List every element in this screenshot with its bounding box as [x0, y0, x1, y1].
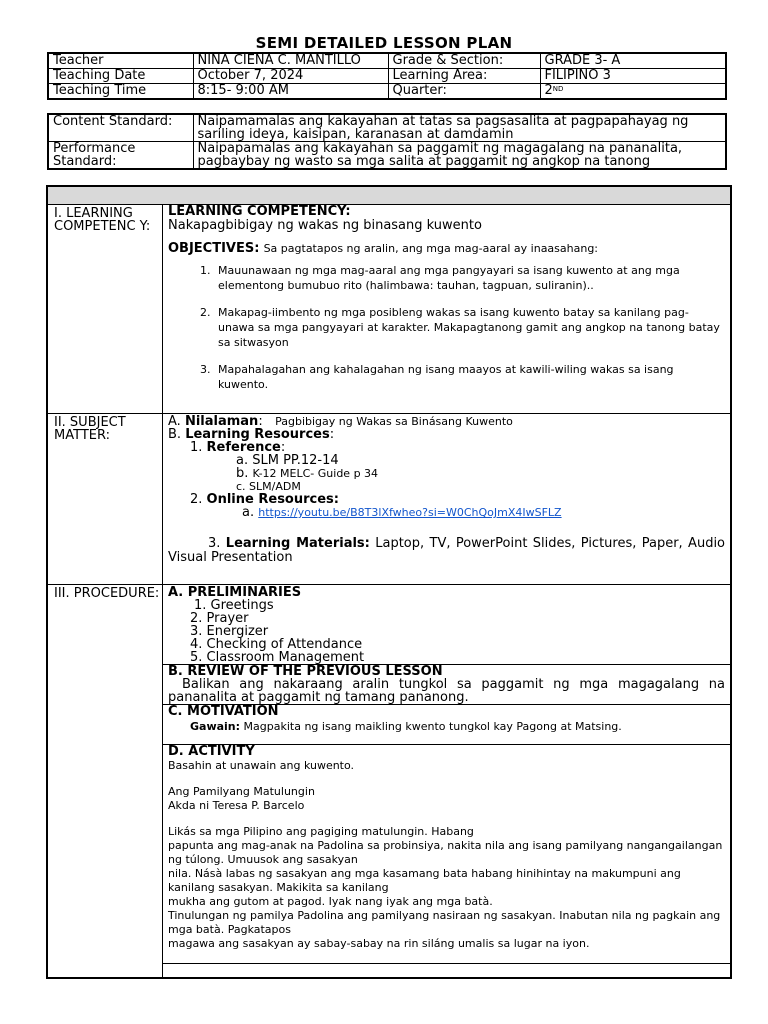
motivation-section — [163, 705, 732, 745]
subject-b-prefix: B. — [168, 427, 182, 442]
preliminaries-heading: A. PRELIMINARIES — [168, 585, 302, 600]
story-paragraph: nila. Násà labas ng sasakyan ang mga kasamang bata habang hinihintay na makumpuni ang kanilang sasakyan. Makikita sa kanilang — [168, 867, 681, 894]
prelim-item: 1. Greetings — [194, 598, 274, 613]
objective-item: 2. Makapag-iimbento ng mga posibleng wakas sa isang kuwento batay sa kanilang pag-unawa sa mga pangyayari at karakter. Makapagtanong gamit ang angkop na tanong batay sa sitwasyon — [214, 305, 725, 350]
nilalaman-label: Nilalaman — [184, 414, 259, 429]
subject-content: A. Nilalaman: Pagbibigay ng Wakas sa Binásang Kuwento B. Learning Resources: 1. Reference: a. SLM PP.12-14 b. K-12 MELC- Guide p 34 c. SLM/ADM 2. Online Resources: a. https://youtu.be/B8T3lXfwheo?si=W0ChQoJmX4IwSFLZ 3. Learning Materials: Laptop, TV, PowerPoint Slides, Pictures, Paper, Audio Visual Presentation — [163, 414, 732, 585]
info-table — [47, 52, 727, 100]
reference-c: c. SLM/ADM — [236, 480, 301, 493]
subject-label: II. SUBJECT MATTER: — [47, 414, 163, 585]
online-resources-prefix: 2. — [190, 492, 203, 507]
teacher-label: Teacher — [48, 53, 193, 69]
story-author: Akda ni Teresa P. Barcelo — [168, 799, 305, 812]
reference-label: Reference — [206, 440, 281, 455]
objectives-label: OBJECTIVES: — [168, 241, 260, 256]
competency-label: I. LEARNING COMPETENC Y: — [47, 205, 163, 414]
review-text: Balikan ang nakaraang aralin tungkol sa paggamit ng mga magagalang na pananalita at paggamit ng tamang pananong. — [168, 677, 725, 705]
learning-resources-label: Learning Resources — [185, 427, 330, 442]
motivation-heading: C. MOTIVATION — [168, 704, 279, 719]
motivation-text: Magpakita ng isang maikling kwento tungkol kay Pagong at Matsing. — [243, 720, 622, 733]
prelim-item: 3. Energizer — [190, 624, 269, 639]
performance-standard-label: Performance Standard: — [48, 142, 193, 170]
story-paragraph: Likás sa mga Pilipino ang pagiging matulungin. Habang — [168, 825, 474, 838]
empty-row — [163, 964, 732, 978]
story-title: Ang Pamilyang Matulungin — [168, 785, 315, 798]
time-label: Teaching Time — [48, 84, 193, 100]
procedure-label: III. PROCEDURE: — [47, 585, 163, 978]
prelim-item: 4. Checking of Attendance — [190, 637, 363, 652]
grade-value: GRADE 3- A — [540, 53, 726, 69]
story-paragraph: mukha ang gutom at pagod. Iyak nang iyak ang mga batà. — [168, 895, 493, 908]
teacher-value: NINA CIENA C. MANTILLO — [193, 53, 388, 69]
competency-content — [163, 205, 732, 414]
objectives-list — [168, 263, 725, 392]
subject-a-prefix: A. — [168, 414, 181, 429]
time-value: 8:15- 9:00 AM — [193, 84, 388, 100]
materials-prefix: 3. — [208, 536, 221, 551]
online-resource-a-prefix: a. — [242, 505, 255, 520]
table-header-bar — [47, 186, 731, 205]
area-label: Learning Area: — [388, 69, 540, 84]
objectives-intro: Sa pagtatapos ng aralin, ang mga mag-aaral ay inaasahang: — [263, 242, 599, 255]
competency-text: Nakapagbibigay ng wakas ng binasang kuwento — [168, 218, 482, 233]
reference-b-prefix: b. — [236, 466, 249, 481]
review-heading: B. REVIEW OF THE PREVIOUS LESSON — [168, 664, 443, 679]
gawain-label: Gawain: — [190, 720, 241, 733]
quarter-number: 2 — [544, 83, 553, 98]
story-paragraph: Tinulungan ng pamilya Padolina ang pamilyang nasiraan ng sasakyan. Inabutan nila ng pagkain ang mga batà. Pagkatapos — [168, 909, 721, 936]
page-title: SEMI DETAILED LESSON PLAN — [255, 34, 513, 52]
reference-b: K-12 MELC- Guide p 34 — [252, 467, 379, 480]
performance-standard-text: Naipapamalas ang kakayahan sa paggamit ng magagalang na pananalita, pagbaybay ng wasto sa mga salita at paggamit ng angkop na tanong — [193, 142, 726, 170]
reference-prefix: 1. — [190, 440, 203, 455]
standards-table — [47, 113, 727, 170]
prelim-item: 5. Classroom Management — [190, 650, 365, 665]
preliminaries-section — [163, 585, 732, 665]
review-section — [163, 665, 732, 705]
nilalaman-text: Pagbibigay ng Wakas sa Binásang Kuwento — [275, 415, 513, 428]
materials-label: Learning Materials: — [225, 536, 370, 551]
materials-text: Laptop, TV, PowerPoint Slides, Pictures, Paper, Audio Visual Presentation — [168, 536, 726, 565]
story-paragraph: papunta ang mag-anak na Padolina sa probinsiya, nakita nila ang isang pamilyang nangangailangan ng túlong. Umuusok ang sasakyan — [168, 839, 723, 866]
youtube-link[interactable]: https://youtu.be/B8T3lXfwheo?si=W0ChQoJmX4IwSFLZ — [258, 506, 562, 519]
activity-intro: Basahin at unawain ang kuwento. — [168, 759, 355, 772]
quarter-value — [540, 84, 726, 100]
area-value: FILIPINO 3 — [540, 69, 726, 84]
date-label: Teaching Date — [48, 69, 193, 84]
content-standard-text: Naipamamalas ang kakayahan at tatas sa pagsasalita at pagpapahayag ng sariling ideya, kaisipan, karanasan at damdamin — [193, 114, 726, 142]
prelim-item: 2. Prayer — [190, 611, 249, 626]
objective-item: 3. Mapahalagahan ang kahalagahan ng isang maayos at kawili-wiling wakas sa isang kuwento. — [214, 362, 725, 392]
quarter-label: Quarter: — [388, 84, 540, 100]
online-resources-label: Online Resources: — [206, 492, 339, 507]
objective-item: 1. Mauunawaan ng mga mag-aaral ang mga pangyayari sa isang kuwento at ang mga elementong bumubuo rito (halimbawa: tauhan, tagpuan, suliranin).. — [214, 263, 725, 293]
quarter-suffix: ND — [552, 85, 564, 93]
grade-label: Grade & Section: — [388, 53, 540, 69]
competency-heading: LEARNING COMPETENCY: — [168, 204, 351, 219]
lesson-table — [46, 185, 732, 979]
story-paragraph: magawa ang sasakyan ay sabay-sabay na rin siláng umalis sa lugar na iyon. — [168, 937, 590, 950]
activity-section — [163, 745, 732, 964]
reference-a: a. SLM PP.12-14 — [236, 453, 339, 468]
activity-heading: D. ACTIVITY — [168, 744, 255, 759]
date-value: October 7, 2024 — [193, 69, 388, 84]
content-standard-label: Content Standard: — [48, 114, 193, 142]
